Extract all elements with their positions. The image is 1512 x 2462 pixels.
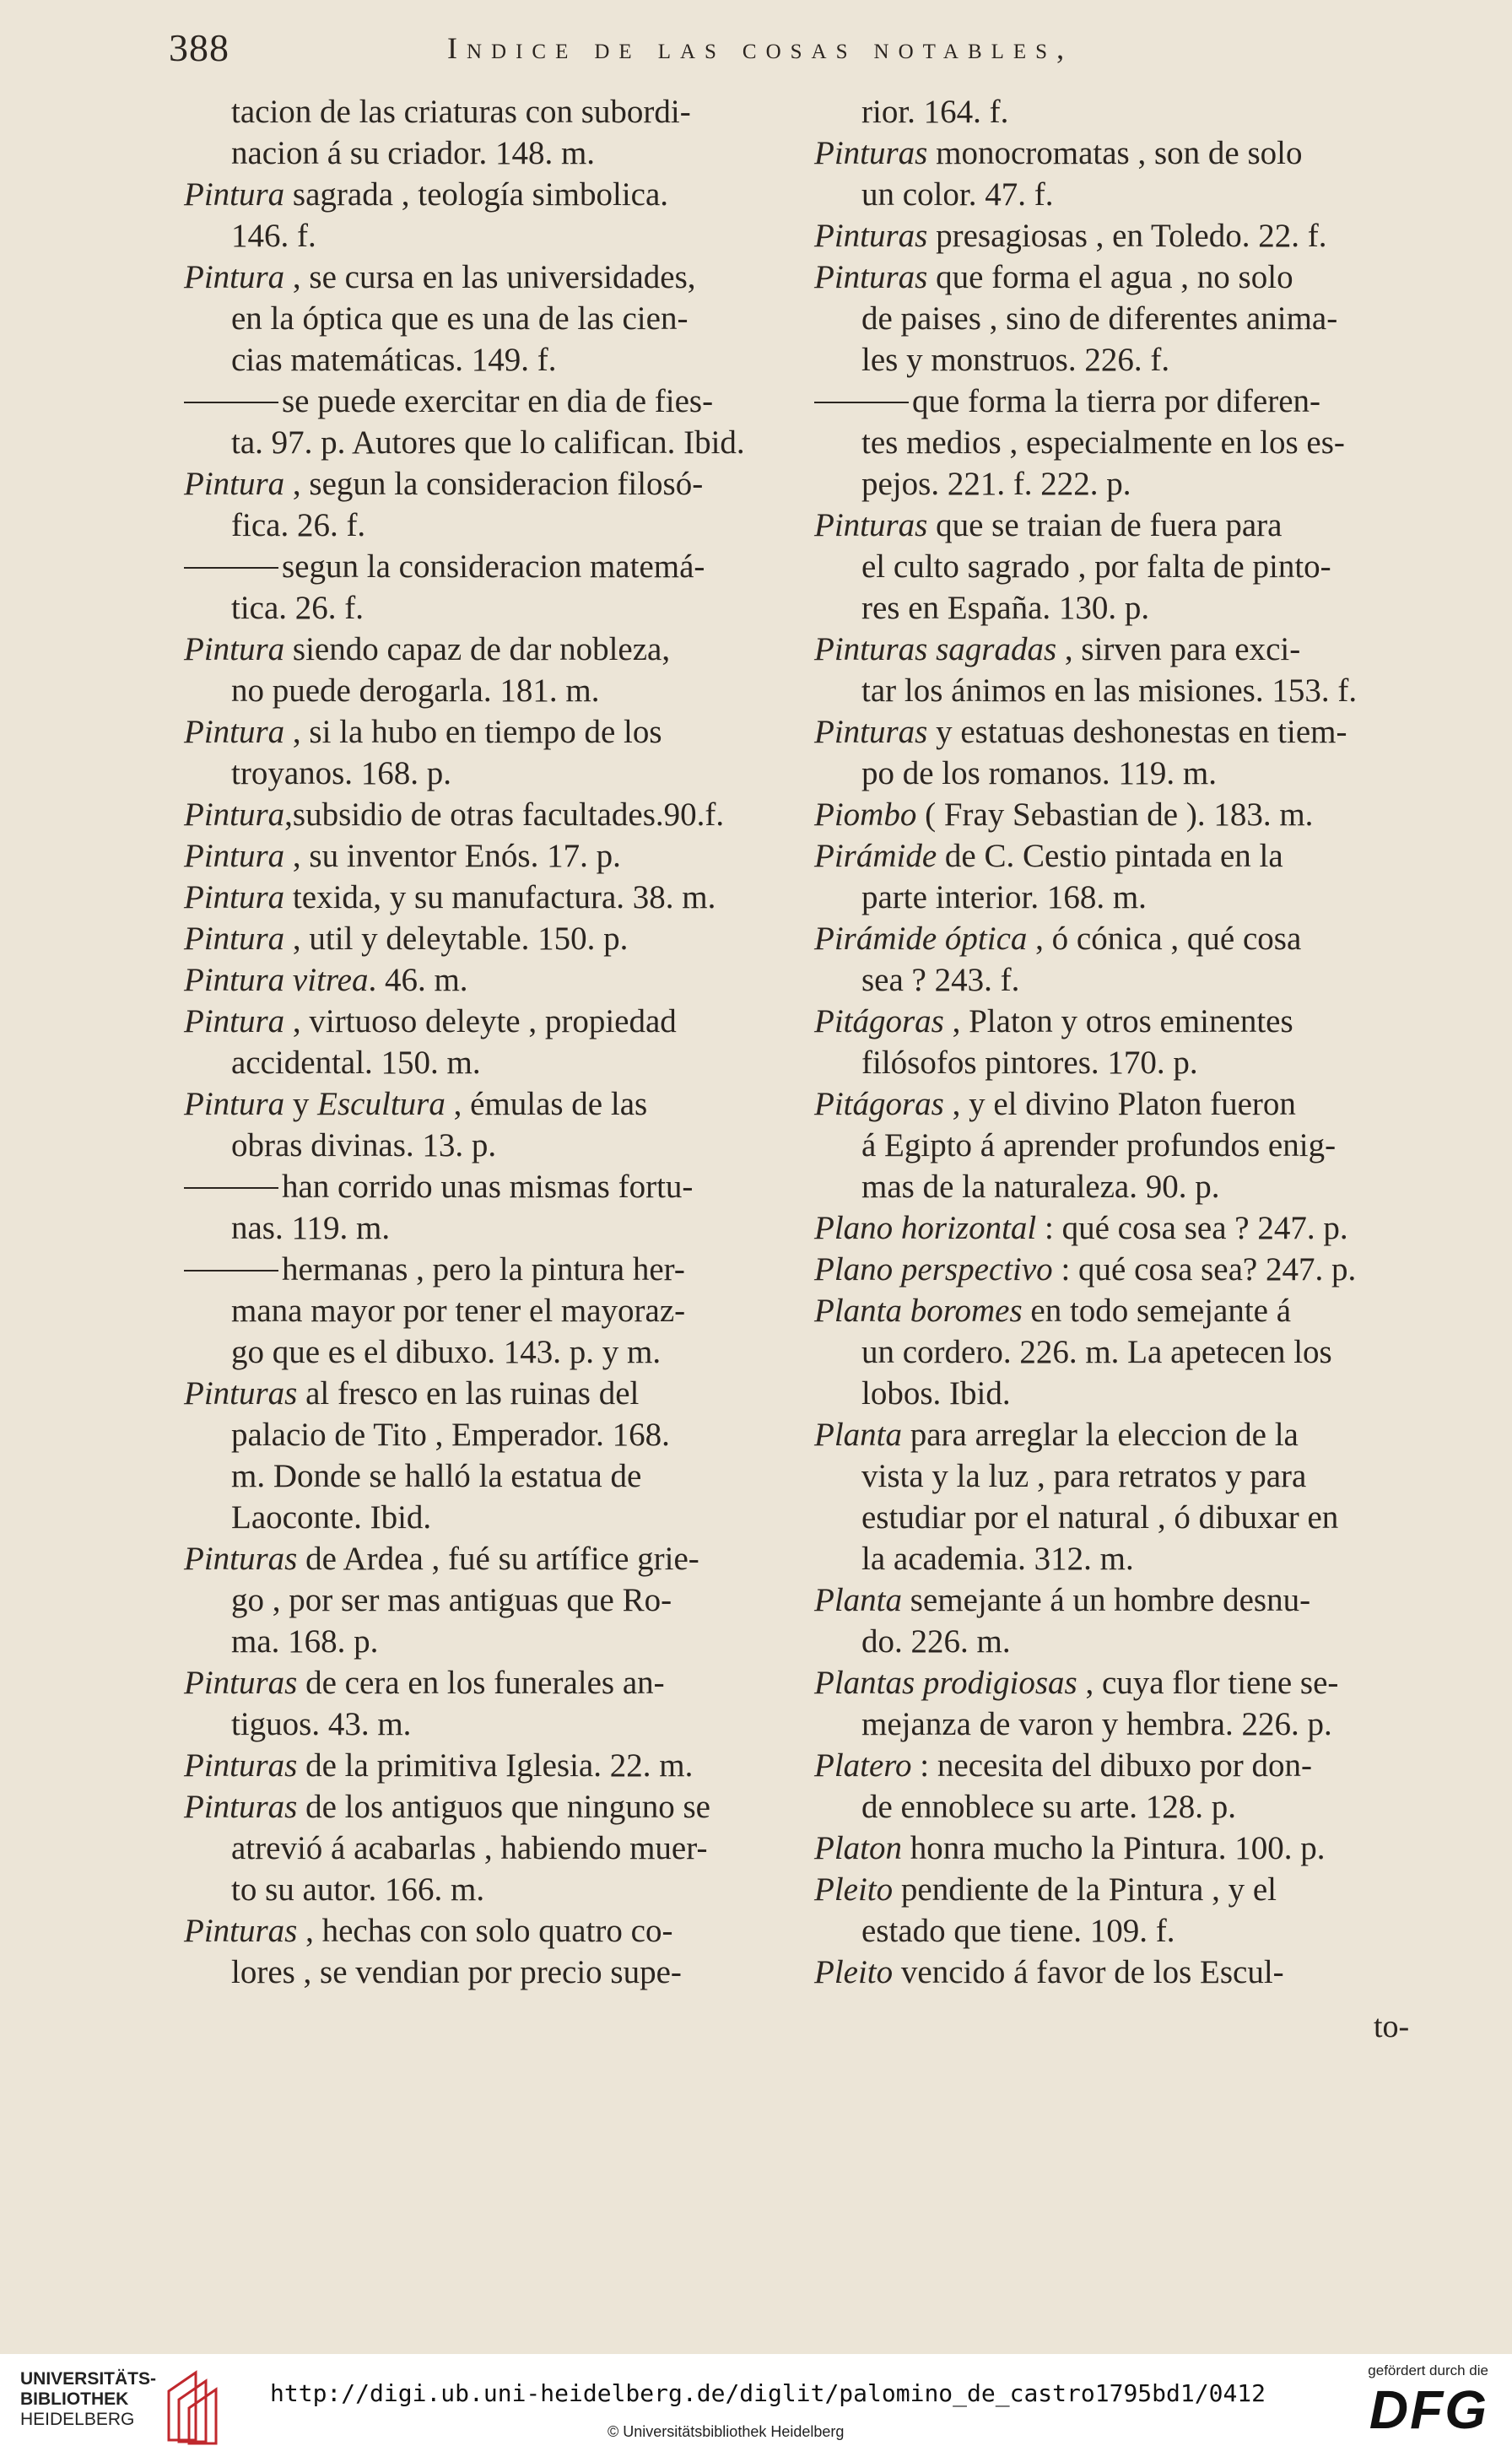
entry-text: texida, y su manufactura. 38. m.	[284, 879, 716, 915]
index-entry-continuation	[231, 1621, 378, 1662]
entry-text: vencido á favor de los Escul-	[893, 1954, 1284, 1990]
index-entry-continuation	[861, 339, 1169, 381]
index-entry-continuation	[861, 1166, 1220, 1207]
index-entry	[814, 132, 1302, 174]
entry-keyword: Platon	[814, 1830, 902, 1866]
entry-text: , ó cónica , qué cosa	[1027, 921, 1302, 957]
entry-keyword: Pintura	[184, 796, 285, 833]
entry-keyword: Pintura	[184, 631, 285, 667]
library-emblem-icon	[162, 2366, 230, 2447]
index-entry	[814, 794, 1313, 835]
index-entry	[814, 256, 1293, 298]
entry-keyword: Planta	[814, 1417, 902, 1453]
index-entry	[184, 256, 696, 298]
entry-keyword: Pinturas	[184, 1913, 298, 1949]
entry-keyword: Pintura	[184, 1003, 285, 1039]
entry-text: ta. 97. p. Autores que lo califican. Ibid.	[231, 424, 745, 461]
entry-text: que forma el agua , no solo	[927, 259, 1293, 295]
entry-keyword: Pitágoras	[814, 1086, 944, 1122]
entry-text: fica. 26. f.	[231, 507, 366, 543]
dfg-logo: DFG	[1369, 2379, 1488, 2440]
entry-text: parte interior. 168. m.	[861, 879, 1147, 915]
entry-keyword: Piombo	[814, 796, 917, 833]
index-entry-continuation	[861, 463, 1131, 505]
entry-keyword: Pintura	[184, 838, 285, 874]
entry-text: mas de la naturaleza. 90. p.	[861, 1169, 1220, 1205]
entry-keyword: Pintura	[184, 466, 285, 502]
entry-text: ( Fray Sebastian de ). 183. m.	[916, 796, 1314, 833]
entry-keyword: Platero	[814, 1747, 912, 1784]
entry-text: y estatuas deshonestas en tiem-	[927, 714, 1347, 750]
entry-text: á Egipto á aprender profundos enig-	[861, 1127, 1336, 1164]
index-entry-continuation	[231, 1207, 390, 1249]
index-entry	[184, 711, 662, 753]
index-entry	[184, 1745, 693, 1786]
index-entry-continuation	[231, 1042, 481, 1083]
entry-text: semejante á un hombre desnu-	[902, 1582, 1311, 1618]
entry-text: de ennoblece su arte. 128. p.	[861, 1789, 1237, 1825]
entry-text: sagrada , teología simbolica.	[284, 176, 669, 213]
index-entry-continuation	[231, 670, 599, 711]
index-entry-continuation	[231, 298, 688, 339]
funder-block	[1320, 2362, 1488, 2455]
entry-keyword: Planta boromes	[814, 1293, 1023, 1329]
entry-text: en todo semejante á	[1022, 1293, 1292, 1329]
index-entry	[184, 546, 705, 587]
entry-text: que forma la tierra por diferen-	[912, 383, 1320, 419]
copyright-notice: © Universitätsbibliothek Heidelberg	[608, 2423, 845, 2440]
entry-text: mana mayor por tener el mayoraz-	[231, 1293, 686, 1329]
page-number: 388	[169, 26, 230, 69]
index-entry-continuation	[231, 1125, 496, 1166]
entry-text: 146. f.	[231, 218, 316, 254]
footer-bar	[0, 2354, 1512, 2462]
library-name-line2: BIBLIOTHEK	[20, 2389, 129, 2409]
entry-text: siendo capaz de dar nobleza,	[284, 631, 671, 667]
entry-keyword: Pinturas	[814, 507, 928, 543]
entry-text: , y el divino Platon fueron	[943, 1086, 1296, 1122]
index-entry	[814, 918, 1301, 959]
entry-text: Laoconte. Ibid.	[231, 1499, 432, 1536]
entry-text: , su inventor Enós. 17. p.	[284, 838, 621, 874]
entry-text: go , por ser mas antiguas que Ro-	[231, 1582, 672, 1618]
entry-keyword: Pinturas	[814, 714, 928, 750]
entry-keyword: Pirámide	[814, 838, 937, 874]
index-entry	[814, 1083, 1296, 1125]
entry-keyword: Escultura	[317, 1086, 446, 1122]
index-entry	[814, 1869, 1277, 1910]
entry-text: cias matemáticas. 149. f.	[231, 342, 557, 378]
index-entry	[184, 1166, 693, 1207]
index-entry	[184, 1373, 639, 1414]
entry-keyword: Pinturas	[184, 1375, 298, 1412]
index-entry	[184, 463, 703, 505]
entry-text: pendiente de la Pintura , y el	[893, 1871, 1277, 1908]
entry-keyword: Pintura	[184, 714, 285, 750]
entry-keyword: Pintura vitrea	[184, 962, 369, 998]
entry-text: obras divinas. 13. p.	[231, 1127, 497, 1164]
entry-text: y	[284, 1086, 318, 1122]
entry-text: se puede exercitar en dia de fies-	[282, 383, 714, 419]
entry-keyword: Pinturas	[184, 1541, 298, 1577]
index-entry-continuation	[861, 1373, 1011, 1414]
index-entry-continuation	[861, 1042, 1198, 1083]
entry-text: estado que tiene. 109. f.	[861, 1913, 1175, 1949]
entry-keyword: Pintura	[184, 176, 285, 213]
permalink-url[interactable]: http://digi.ub.uni-heidelberg.de/diglit/palomino_de_castro1795bd1/0412	[270, 2379, 1266, 2407]
index-entry-continuation	[861, 298, 1337, 339]
index-entry-continuation	[231, 753, 451, 794]
library-name-line3: HEIDELBERG	[20, 2410, 135, 2429]
entry-keyword: Pinturas	[814, 218, 928, 254]
index-entry-continuation	[861, 1538, 1134, 1579]
index-entry-continuation	[231, 215, 316, 256]
entry-text: tes medios , especialmente en los es-	[861, 424, 1345, 461]
entry-text: tar los ánimos en las misiones. 153. f.	[861, 672, 1358, 709]
index-entry-continuation	[861, 1703, 1332, 1745]
entry-keyword: Pintura	[184, 259, 285, 295]
entry-keyword: Pleito	[814, 1954, 894, 1990]
index-entry	[814, 1662, 1338, 1703]
entry-text: de cera en los funerales an-	[297, 1665, 665, 1701]
entry-text: , Platon y otros eminentes	[943, 1003, 1293, 1039]
funder-note: gefördert durch die	[1368, 2362, 1488, 2378]
index-entry-continuation	[231, 1828, 707, 1869]
index-entry	[814, 1952, 1284, 1993]
entry-text: el culto sagrado , por falta de pinto-	[861, 548, 1331, 585]
entry-text: en la óptica que es una de las cien-	[231, 300, 688, 337]
entry-text: para arreglar la eleccion de la	[902, 1417, 1299, 1453]
index-entry	[184, 1786, 710, 1828]
ditto-dash	[814, 402, 909, 403]
entry-text: pejos. 221. f. 222. p.	[861, 466, 1131, 502]
index-entry	[184, 877, 716, 918]
index-entry	[184, 629, 670, 670]
entry-keyword: Pintura	[184, 1086, 285, 1122]
entry-text: ,subsidio de otras facultades.90.f.	[284, 796, 725, 833]
entry-text: , cuya flor tiene se-	[1077, 1665, 1339, 1701]
entry-text: , sirven para exci-	[1056, 631, 1301, 667]
index-entry	[814, 835, 1283, 877]
entry-text: , hechas con solo quatro co-	[297, 1913, 673, 1949]
index-entry-continuation	[231, 1869, 484, 1910]
entry-text: palacio de Tito , Emperador. 168.	[231, 1417, 670, 1453]
entry-text: vista y la luz , para retratos y para	[861, 1458, 1307, 1494]
index-entry-continuation	[861, 670, 1357, 711]
entry-text: , segun la consideracion filosó-	[284, 466, 704, 502]
entry-text: de C. Cestio pintada en la	[937, 838, 1283, 874]
entry-keyword: Pinturas	[814, 135, 928, 171]
index-entry-continuation	[861, 877, 1147, 918]
entry-keyword: Pinturas sagradas	[814, 631, 1057, 667]
index-entry	[184, 1538, 699, 1579]
library-logo	[20, 2366, 290, 2450]
page-header	[169, 25, 1434, 84]
entry-keyword: Planta	[814, 1582, 902, 1618]
index-entry-continuation	[861, 1455, 1306, 1497]
index-entry	[814, 505, 1282, 546]
library-name-line1: UNIVERSITÄTS-	[20, 2369, 157, 2389]
entry-text: . 46. m.	[368, 962, 468, 998]
index-entry-continuation	[231, 1414, 670, 1455]
entry-keyword: Plantas prodigiosas	[814, 1665, 1077, 1701]
entry-text: honra mucho la Pintura. 100. p.	[902, 1830, 1326, 1866]
entry-text: to su autor. 166. m.	[231, 1871, 485, 1908]
index-entry	[184, 918, 628, 959]
index-entry	[814, 711, 1347, 753]
index-entry-continuation	[231, 1497, 431, 1538]
entry-text: , virtuoso deleyte , propiedad	[284, 1003, 677, 1039]
ditto-dash	[184, 1270, 278, 1271]
entry-text: filósofos pintores. 170. p.	[861, 1045, 1198, 1081]
entry-text: sea ? 243. f.	[861, 962, 1020, 998]
ditto-dash	[184, 567, 278, 569]
running-title: Indice de las cosas notables,	[447, 31, 1074, 65]
entry-text: go que es el dibuxo. 143. p. y m.	[231, 1334, 662, 1370]
library-name	[20, 2369, 156, 2430]
entry-text: de los antiguos que ninguno se	[297, 1789, 710, 1825]
entry-text: les y monstruos. 226. f.	[861, 342, 1170, 378]
entry-text: : necesita del dibuxo por don-	[911, 1747, 1312, 1784]
entry-text: atrevió á acabarlas , habiendo muer-	[231, 1830, 708, 1866]
entry-text: do. 226. m.	[861, 1623, 1011, 1660]
entry-text: presagiosas , en Toledo. 22. f.	[927, 218, 1327, 254]
entry-text: hermanas , pero la pintura her-	[282, 1251, 685, 1288]
entry-text: : qué cosa sea ? 247. p.	[1036, 1210, 1348, 1246]
entry-text: tiguos. 43. m.	[231, 1706, 412, 1742]
entry-text: la academia. 312. m.	[861, 1541, 1134, 1577]
index-entry-continuation	[861, 546, 1331, 587]
index-entry	[184, 1910, 672, 1952]
entry-text: de Ardea , fué su artífice grie-	[297, 1541, 699, 1577]
entry-text: ma. 168. p.	[231, 1623, 379, 1660]
index-entry-continuation	[861, 959, 1019, 1001]
entry-text: al fresco en las ruinas del	[297, 1375, 640, 1412]
index-entry	[184, 959, 468, 1001]
index-entry-continuation	[231, 1455, 641, 1497]
entry-text: estudiar por el natural , ó dibuxar en	[861, 1499, 1339, 1536]
entry-text: nas. 119. m.	[231, 1210, 391, 1246]
entry-text: rior. 164. f.	[861, 94, 1009, 130]
entry-text: de paises , sino de diferentes anima-	[861, 300, 1338, 337]
entry-keyword: Pinturas	[184, 1747, 298, 1784]
index-entry-continuation	[231, 132, 595, 174]
entry-text: segun la consideracion matemá-	[282, 548, 705, 585]
entry-text: res en España. 130. p.	[861, 590, 1150, 626]
entry-keyword: Pinturas	[184, 1789, 298, 1825]
index-entry-continuation	[231, 1579, 672, 1621]
entry-text: han corrido unas mismas fortu-	[282, 1169, 694, 1205]
entry-text: , si la hubo en tiempo de los	[284, 714, 662, 750]
index-entry	[184, 794, 724, 835]
index-entry	[184, 1083, 647, 1125]
entry-text: lores , se vendian por precio supe-	[231, 1954, 682, 1990]
entry-text: , se cursa en las universidades,	[284, 259, 696, 295]
entry-keyword: Pinturas	[184, 1665, 298, 1701]
entry-text: de la primitiva Iglesia. 22. m.	[297, 1747, 694, 1784]
index-entry	[184, 1249, 685, 1290]
index-entry	[814, 629, 1300, 670]
index-entry-continuation	[861, 174, 1053, 215]
entry-keyword: Pleito	[814, 1871, 894, 1908]
ditto-dash	[184, 1187, 278, 1189]
entry-text: , util y deleytable. 150. p.	[284, 921, 629, 957]
entry-keyword: Plano perspectivo	[814, 1251, 1053, 1288]
entry-text: lobos. Ibid.	[861, 1375, 1011, 1412]
index-entry-continuation	[231, 1331, 661, 1373]
index-entry	[184, 1662, 665, 1703]
entry-keyword: Pintura	[184, 879, 285, 915]
entry-text: m. Donde se halló la estatua de	[231, 1458, 642, 1494]
ditto-dash	[184, 402, 278, 403]
index-entry	[814, 1249, 1356, 1290]
entry-text: nacion á su criador. 148. m.	[231, 135, 596, 171]
index-entry	[184, 174, 668, 215]
entry-text: , émulas de las	[445, 1086, 648, 1122]
entry-keyword: Pintura	[184, 921, 285, 957]
entry-text: un color. 47. f.	[861, 176, 1054, 213]
index-entry	[814, 381, 1320, 422]
index-entry-continuation	[231, 1703, 411, 1745]
index-entry-continuation	[861, 1331, 1332, 1373]
index-entry-continuation	[861, 422, 1345, 463]
entry-text: tica. 26. f.	[231, 590, 364, 626]
index-entry	[814, 1579, 1310, 1621]
entry-text: troyanos. 168. p.	[231, 755, 452, 791]
entry-text: mejanza de varon y hembra. 226. p.	[861, 1706, 1332, 1742]
entry-text: accidental. 150. m.	[231, 1045, 481, 1081]
entry-text: monocromatas , son de solo	[927, 135, 1303, 171]
index-entry-continuation	[861, 91, 1008, 132]
index-entry-continuation	[231, 587, 364, 629]
entry-text: que se traian de fuera para	[927, 507, 1282, 543]
index-entry	[814, 1290, 1291, 1331]
index-entry-continuation	[231, 1952, 682, 1993]
index-entry-continuation	[231, 505, 365, 546]
index-entry-continuation	[861, 753, 1217, 794]
index-entry-continuation	[861, 1910, 1174, 1952]
index-entry	[184, 835, 621, 877]
index-entry	[814, 215, 1326, 256]
index-entry-continuation	[231, 422, 745, 463]
index-entry	[814, 1207, 1348, 1249]
catchword: to-	[1374, 2009, 1410, 2044]
entry-keyword: Plano horizontal	[814, 1210, 1037, 1246]
entry-keyword: Pirámide óptica	[814, 921, 1028, 957]
index-entry-continuation	[861, 587, 1149, 629]
entry-text: tacion de las criaturas con subordi-	[231, 94, 691, 130]
index-entry	[814, 1745, 1312, 1786]
index-entry	[814, 1001, 1293, 1042]
entry-keyword: Pitágoras	[814, 1003, 944, 1039]
index-entry-continuation	[861, 1786, 1236, 1828]
index-entry	[814, 1828, 1326, 1869]
index-entry-continuation	[861, 1621, 1011, 1662]
entry-text: : qué cosa sea? 247. p.	[1052, 1251, 1357, 1288]
entry-keyword: Pinturas	[814, 259, 928, 295]
index-entry-continuation	[231, 1290, 685, 1331]
entry-text: po de los romanos. 119. m.	[861, 755, 1218, 791]
entry-text: un cordero. 226. m. La apetecen los	[861, 1334, 1332, 1370]
index-entry	[184, 1001, 677, 1042]
index-entry-continuation	[231, 91, 691, 132]
index-entry-continuation	[861, 1497, 1338, 1538]
index-entry	[814, 1414, 1299, 1455]
index-entry	[184, 381, 713, 422]
index-entry-continuation	[861, 1125, 1336, 1166]
entry-text: no puede derogarla. 181. m.	[231, 672, 600, 709]
index-entry-continuation	[231, 339, 557, 381]
